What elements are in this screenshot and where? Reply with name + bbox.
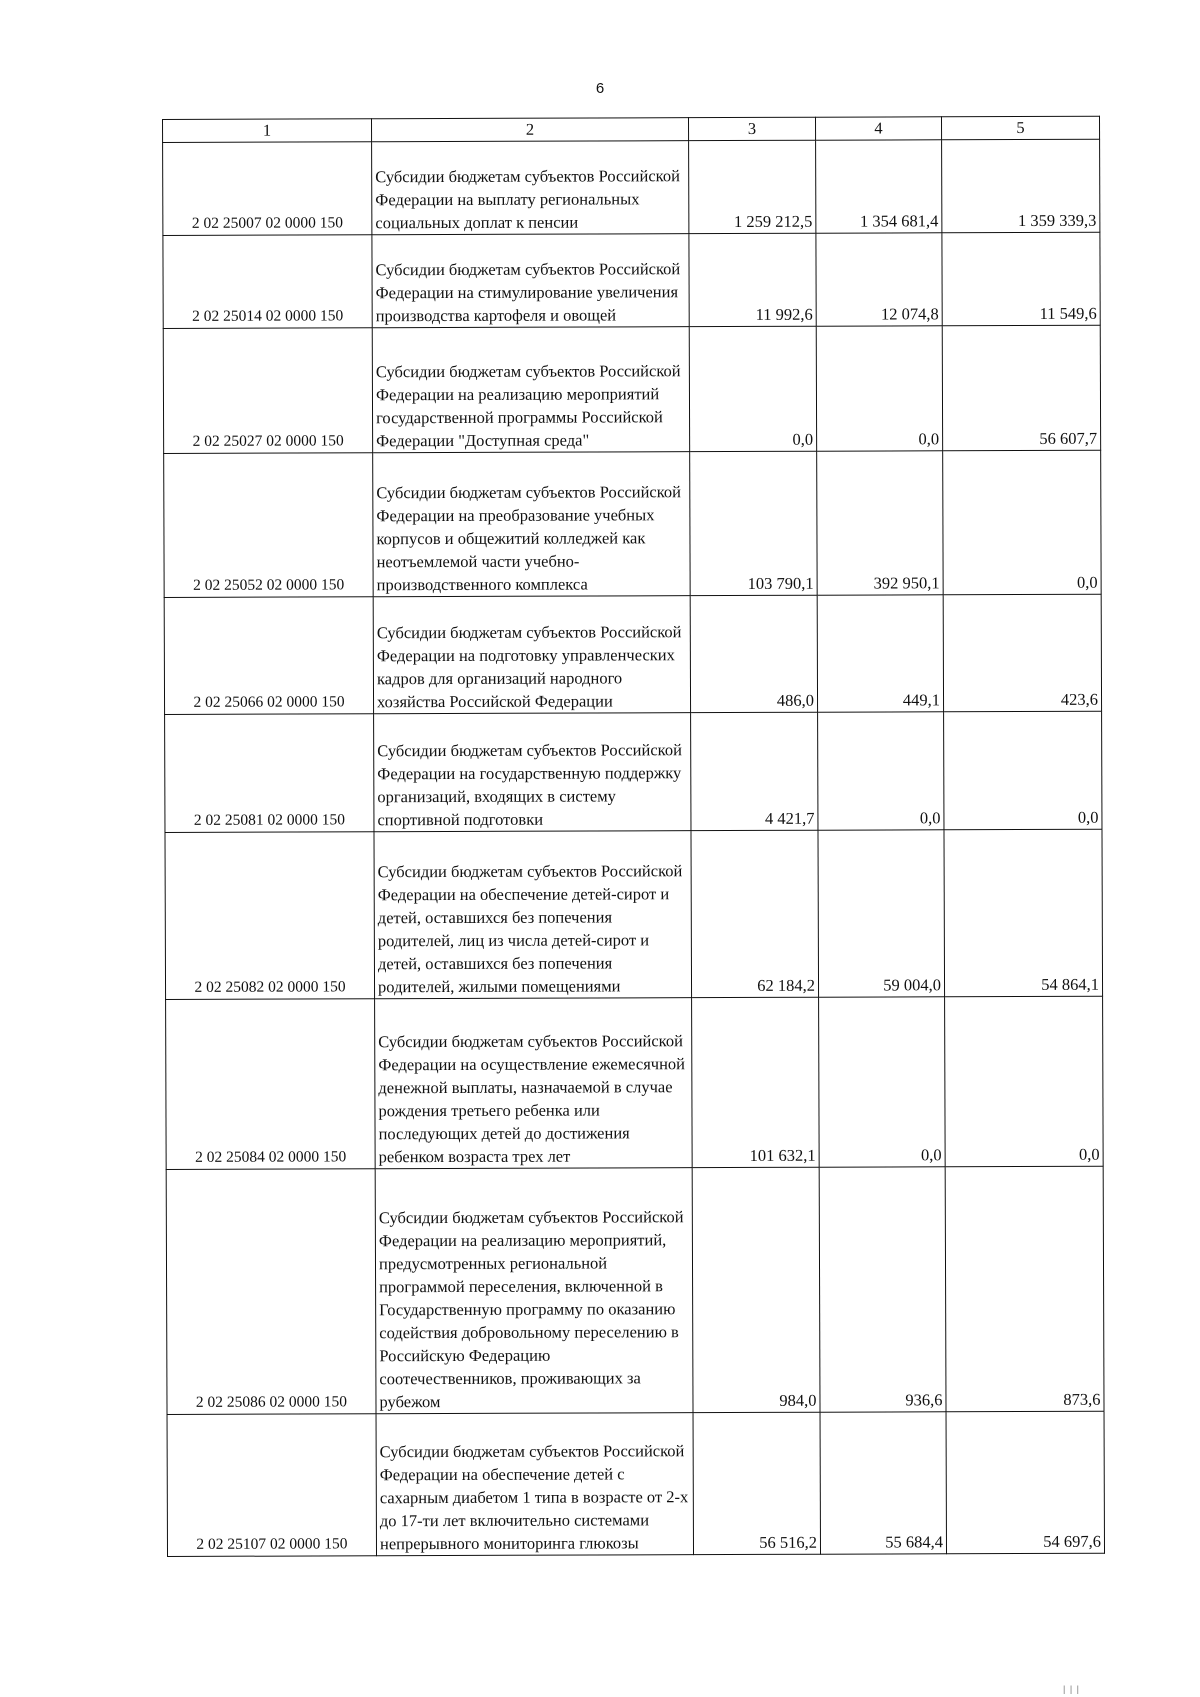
value-col5-cell: 0,0 <box>944 711 1102 830</box>
description-cell: Субсидии бюджетам субъектов Российской Федерации на осуществление ежемесячной денежной выплаты, назначаемой в случае рождения третьего ребенка или последующих детей до достижения ребенком возраста трех лет <box>375 998 693 1169</box>
value-col5-cell: 873,6 <box>945 1166 1104 1412</box>
value-col3-cell: 984,0 <box>692 1167 820 1412</box>
value-col3-cell: 486,0 <box>690 595 817 712</box>
value-col4-cell: 392 950,1 <box>817 451 944 595</box>
description-cell: Субсидии бюджетам субъектов Российской Федерации на стимулирование увеличения производства картофеля и овощей <box>372 234 689 328</box>
value-col5-cell: 56 607,7 <box>942 325 1100 451</box>
value-col4-cell: 59 004,0 <box>818 830 945 997</box>
budget-code-cell: 2 02 25014 02 0000 150 <box>163 235 372 329</box>
budget-code-cell: 2 02 25081 02 0000 150 <box>165 714 374 833</box>
value-col5-cell: 54 864,1 <box>944 829 1103 997</box>
value-col4-cell: 0,0 <box>819 997 946 1167</box>
budget-code-cell: 2 02 25086 02 0000 150 <box>166 1169 376 1415</box>
budget-code-cell: 2 02 25066 02 0000 150 <box>164 597 373 715</box>
value-col3-cell: 4 421,7 <box>691 712 818 830</box>
column-header: 2 <box>372 118 689 142</box>
value-col4-cell: 449,1 <box>817 595 943 712</box>
value-col5-cell: 54 697,6 <box>946 1411 1104 1554</box>
value-col4-cell: 936,6 <box>819 1167 946 1412</box>
table-row <box>165 711 1102 832</box>
description-cell: Субсидии бюджетам субъектов Российской Федерации на реализацию мероприятий, предусмотренных региональной программой переселения, включенной в Государственную программу по оказанию содействия добровольному переселению в Российскую Федерацию соотечественников, проживающих за рубежом <box>375 1168 693 1414</box>
value-col5-cell: 0,0 <box>943 450 1102 595</box>
value-col4-cell: 12 074,8 <box>816 233 942 326</box>
table-row <box>163 325 1100 453</box>
value-col5-cell: 11 549,6 <box>942 232 1100 326</box>
value-col4-cell: 1 354 681,4 <box>816 140 942 233</box>
value-col4-cell: 55 684,4 <box>820 1412 946 1554</box>
value-col5-cell: 1 359 339,3 <box>942 139 1100 233</box>
page-number: 6 <box>595 80 605 97</box>
value-col3-cell: 62 184,2 <box>691 830 819 997</box>
value-col4-cell: 0,0 <box>818 712 944 830</box>
table-row <box>163 139 1100 235</box>
value-col3-cell: 56 516,2 <box>693 1412 820 1554</box>
table-row <box>165 829 1103 999</box>
description-cell: Субсидии бюджетам субъектов Российской Федерации на реализацию мероприятий государственной программы Российской Федерации "Доступная среда" <box>372 327 689 453</box>
description-cell: Субсидии бюджетам субъектов Российской Федерации на государственную поддержку организаций, входящих в систему спортивной подготовки <box>374 713 691 832</box>
budget-code-cell: 2 02 25052 02 0000 150 <box>164 453 374 598</box>
budget-code-cell: 2 02 25082 02 0000 150 <box>165 832 375 1000</box>
table-row <box>164 450 1101 597</box>
table-row <box>166 996 1104 1169</box>
value-col3-cell: 11 992,6 <box>689 233 816 326</box>
budget-code-cell: 2 02 25027 02 0000 150 <box>163 328 372 454</box>
column-header: 4 <box>815 117 941 140</box>
table-row <box>166 1166 1104 1414</box>
description-cell: Субсидии бюджетам субъектов Российской Федерации на обеспечение детей-сирот и детей, оставшихся без попечения родителей, лиц из числа детей-сирот и детей, оставшихся без попечения родителей, жилыми помещениями <box>374 831 692 999</box>
value-col5-cell: 0,0 <box>945 996 1104 1167</box>
value-col5-cell: 423,6 <box>943 594 1101 712</box>
value-col3-cell: 1 259 212,5 <box>689 140 816 233</box>
budget-code-cell: 2 02 25007 02 0000 150 <box>163 142 372 236</box>
description-cell: Субсидии бюджетам субъектов Российской Федерации на выплату региональных социальных доплат к пенсии <box>372 141 689 235</box>
scan-margin-marks: | | | <box>1063 1684 1081 1694</box>
description-cell: Субсидии бюджетам субъектов Российской Федерации на преобразование учебных корпусов и общежитий колледжей как неотъемлемой части учебно-производственного комплекса <box>373 452 691 597</box>
description-cell: Субсидии бюджетам субъектов Российской Федерации на обеспечение детей с сахарным диабетом 1 типа в возрасте от 2-х до 17-ти лет включительно системами непрерывного мониторинга глюкозы <box>376 1413 693 1556</box>
budget-code-cell: 2 02 25084 02 0000 150 <box>166 999 376 1170</box>
value-col3-cell: 101 632,1 <box>692 997 820 1167</box>
budget-table <box>162 116 1105 1557</box>
budget-code-cell: 2 02 25107 02 0000 150 <box>167 1414 376 1557</box>
table-row <box>163 232 1100 328</box>
value-col3-cell: 0,0 <box>689 326 816 451</box>
table-row <box>164 594 1101 714</box>
value-col3-cell: 103 790,1 <box>690 451 818 595</box>
table-row <box>167 1411 1104 1556</box>
column-header: 5 <box>941 116 1099 140</box>
table-header-row <box>163 116 1100 142</box>
value-col4-cell: 0,0 <box>816 326 942 451</box>
column-header: 3 <box>688 117 815 140</box>
column-header: 1 <box>163 119 372 143</box>
description-cell: Субсидии бюджетам субъектов Российской Федерации на подготовку управленческих кадров для организаций народного хозяйства Российской Федерации <box>373 596 690 714</box>
